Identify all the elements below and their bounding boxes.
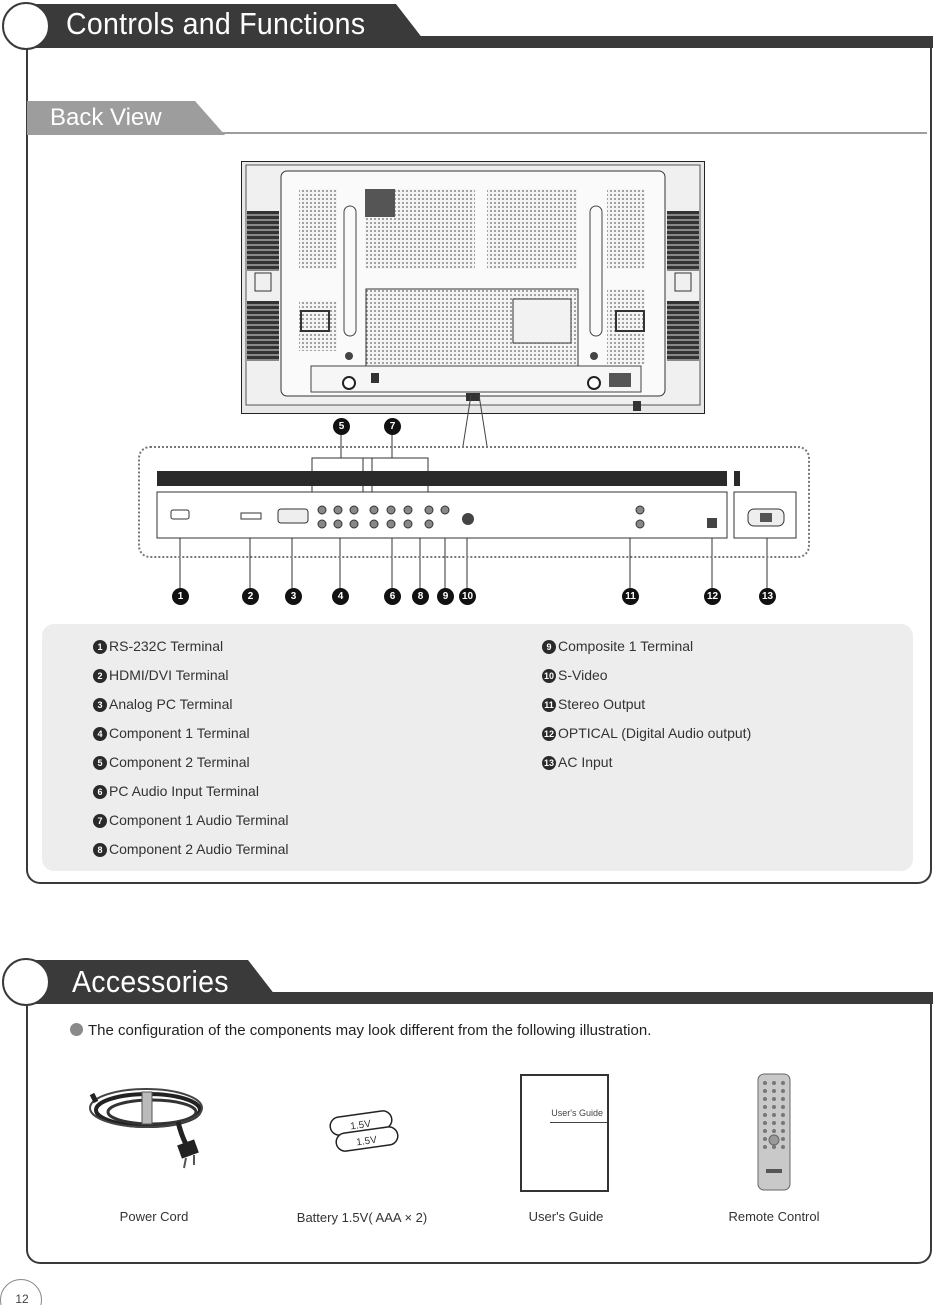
caption-power-cord: Power Cord — [119, 1209, 189, 1224]
legend-item: 9 Composite 1 Terminal — [542, 638, 751, 667]
section-title: Controls and Functions — [66, 6, 366, 41]
page-number: 12 — [15, 1292, 29, 1305]
accessories-note — [70, 1022, 651, 1039]
legend-left-column — [93, 638, 289, 870]
callout-11: 11 — [622, 588, 639, 605]
legend-item: 11 Stereo Output — [542, 696, 751, 725]
legend-item: 4 Component 1 Terminal — [93, 725, 289, 754]
callout-5: 5 — [333, 418, 350, 435]
callout-10: 10 — [459, 588, 476, 605]
legend-item: 5 Component 2 Terminal — [93, 754, 289, 783]
caption-remote-control: Remote Control — [728, 1209, 820, 1224]
legend-label: OPTICAL (Digital Audio output) — [558, 725, 752, 741]
callout-7: 7 — [384, 418, 401, 435]
legend-item: 12 OPTICAL (Digital Audio output) — [543, 725, 752, 741]
callout-4: 4 — [332, 588, 349, 605]
power-cord-illustration — [86, 1082, 216, 1172]
callout-12: 12 — [704, 588, 721, 605]
callout-2: 2 — [242, 588, 259, 605]
legend-label: Component 2 Audio Terminal — [109, 841, 289, 857]
bullet-icon — [70, 1023, 83, 1036]
legend-label: Stereo Output — [558, 696, 646, 712]
legend-label: Component 2 Terminal — [109, 754, 250, 770]
header-bar — [250, 992, 933, 1004]
users-guide-illustration — [520, 1074, 609, 1192]
jack-panel-illustration — [150, 468, 800, 542]
legend-label: Composite 1 Terminal — [558, 638, 694, 654]
page-number-badge — [0, 1279, 42, 1305]
legend-right-column — [542, 638, 751, 783]
legend-item: 13 AC Input — [543, 754, 613, 770]
callout-9: 9 — [437, 588, 454, 605]
section-title: Accessories — [72, 964, 229, 999]
callout-6: 6 — [384, 588, 401, 605]
legend-item: 2 HDMI/DVI Terminal — [93, 667, 289, 696]
legend-label: PC Audio Input Terminal — [109, 783, 259, 799]
header-bar — [400, 36, 933, 48]
back-view-title: Back View — [50, 104, 162, 131]
legend-item: 6 PC Audio Input Terminal — [93, 783, 289, 812]
legend-item: 1 RS-232C Terminal — [93, 638, 289, 667]
battery-label: 1.5V — [349, 1118, 372, 1133]
caption-users-guide: User's Guide — [528, 1209, 604, 1224]
callout-8: 8 — [412, 588, 429, 605]
battery-label: 1.5V — [355, 1134, 378, 1149]
legend-item: 3 Analog PC Terminal — [93, 696, 289, 725]
legend-item: 7 Component 1 Audio Terminal — [93, 812, 289, 841]
legend-label: RS-232C Terminal — [109, 638, 224, 654]
battery-illustration — [322, 1108, 402, 1154]
callout-13: 13 — [759, 588, 776, 605]
header-circle — [2, 958, 50, 1006]
guide-cover-text: User's Guide — [551, 1108, 603, 1118]
callout-3: 3 — [285, 588, 302, 605]
legend-label: Component 1 Terminal — [109, 725, 250, 741]
header-circle — [2, 2, 50, 50]
caption-battery: Battery 1.5V( AAA × 2) — [296, 1210, 428, 1225]
terminal-legend — [42, 624, 913, 871]
legend-label: S-Video — [558, 667, 608, 683]
legend-label: Component 1 Audio Terminal — [109, 812, 289, 828]
remote-control-illustration — [757, 1073, 791, 1191]
legend-item: 8 Component 2 Audio Terminal — [93, 841, 289, 870]
legend-label: Analog PC Terminal — [109, 696, 233, 712]
note-text: The configuration of the components may look different from the following illustration. — [88, 1022, 652, 1039]
legend-label: AC Input — [558, 754, 613, 770]
callout-1: 1 — [172, 588, 189, 605]
legend-label: HDMI/DVI Terminal — [109, 667, 229, 683]
legend-item: 10 S-Video — [543, 667, 608, 683]
guide-cover-line — [550, 1122, 607, 1123]
section-header-accessories — [0, 956, 933, 1008]
